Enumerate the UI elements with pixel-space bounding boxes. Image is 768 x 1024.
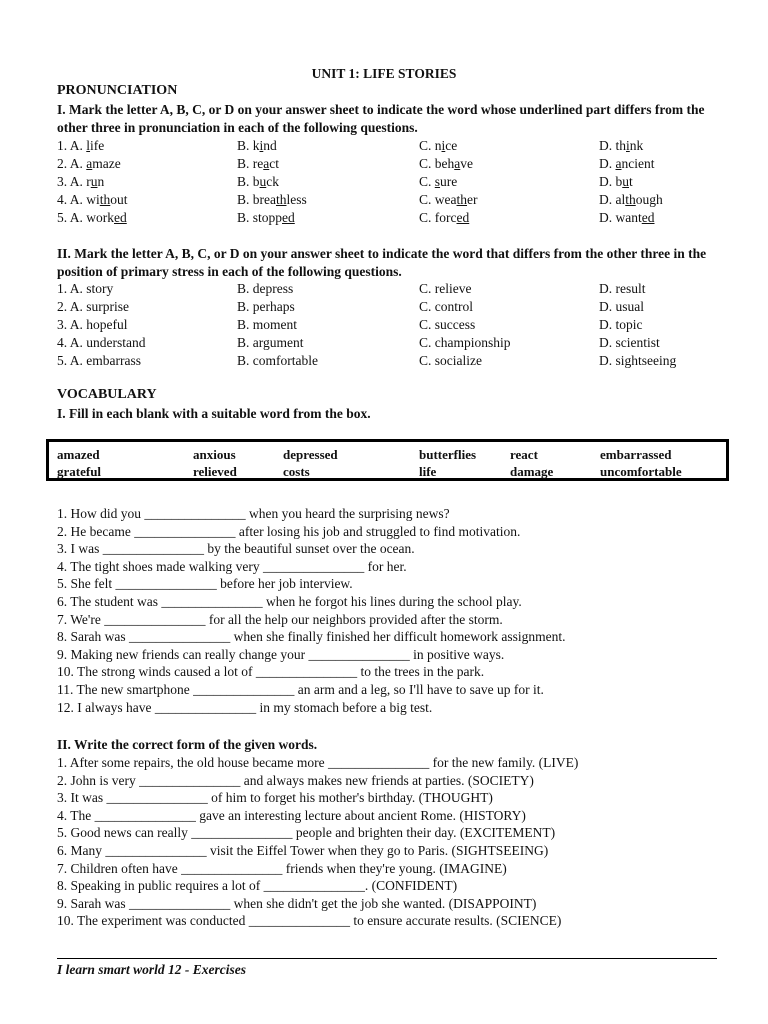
answer-option	[599, 173, 633, 191]
option-text: n	[97, 174, 105, 189]
answer-option: D. usual	[599, 299, 644, 314]
option-text: C.	[419, 174, 435, 189]
question-row	[57, 173, 737, 191]
underlined-part: u	[622, 174, 629, 189]
fill-blank-question: 12. I always have _______________ in my stomach before a big test.	[57, 699, 433, 715]
underlined-part: u	[259, 174, 267, 189]
option-text: er	[467, 192, 478, 207]
option-text: 5. A. work	[57, 210, 114, 225]
answer-option: C. championship	[419, 335, 511, 350]
answer-option	[419, 155, 473, 173]
answer-option	[57, 173, 104, 191]
underlined-part: th	[99, 192, 111, 207]
answer-option	[419, 137, 457, 155]
answer-option	[419, 209, 469, 227]
underlined-part: i	[259, 138, 264, 153]
option-text: D. th	[599, 138, 626, 153]
option-text: ough	[635, 192, 663, 207]
underlined-part: s	[434, 174, 441, 189]
answer-option	[237, 155, 279, 173]
box-word: amazed	[57, 447, 100, 462]
answer-option: B. comfortable	[237, 353, 318, 368]
answer-option	[237, 191, 307, 209]
word-form-question: 10. The experiment was conducted _______________ to ensure accurate results. (SCIENCE)	[57, 913, 562, 929]
answer-option	[599, 191, 663, 209]
option-text: B. b	[237, 174, 260, 189]
word-form-question: 1. After some repairs, the old house became more _______________ for the new family. (LIVE)	[57, 755, 579, 770]
box-word: grateful	[57, 464, 102, 479]
box-word: anxious	[193, 447, 236, 462]
answer-option	[237, 137, 277, 155]
fill-blank-question: 10. The strong winds caused a lot of _______________ to the trees in the park.	[57, 664, 485, 680]
underlined-part: u	[90, 174, 98, 189]
option-text: ife	[90, 138, 105, 153]
pronunciation-instruction-2: II. Mark the letter A, B, C, or D on your answer sheet to indicate the word that differs from the other three in the position of primary stress in each of the following questions.	[57, 246, 707, 279]
fill-blank-question: 4. The tight shoes made walking very _______________ for her.	[57, 558, 407, 574]
footer-divider	[57, 958, 717, 959]
option-text: less	[286, 192, 307, 207]
word-box-row	[57, 446, 727, 464]
answer-option	[57, 209, 127, 227]
option-text: D.	[599, 156, 616, 171]
word-form-question: 9. Sarah was _______________ when she didn't get the job she wanted. (DISAPPOINT)	[57, 895, 537, 911]
fill-blank-question: 2. He became _______________ after losing his job and struggled to find motivation.	[57, 523, 521, 539]
option-text: D. want	[599, 210, 642, 225]
question-row	[57, 209, 737, 227]
fill-blank-question: 1. How did you _______________ when you heard the surprising news?	[57, 506, 450, 521]
page-title: UNIT 1: LIFE STORIES	[311, 66, 457, 81]
option-text: C. wea	[419, 192, 457, 207]
option-text: C. forc	[419, 210, 457, 225]
question-row	[57, 155, 737, 173]
answer-option: C. control	[419, 299, 473, 314]
word-form-question: 5. Good news can really _______________ people and brighten their day. (EXCITEMENT)	[57, 825, 556, 841]
option-text: D. al	[599, 192, 626, 207]
underlined-part: th	[625, 192, 636, 207]
option-text: ure	[440, 174, 458, 189]
pronunciation-heading: PRONUNCIATION	[57, 83, 178, 98]
option-text: 4. A. wi	[57, 192, 100, 207]
option-text: nd	[263, 138, 277, 153]
word-form-question: 7. Children often have _______________ friends when they're young. (IMAGINE)	[57, 860, 507, 876]
underlined-part: a	[615, 156, 622, 171]
answer-option: D. result	[599, 281, 646, 296]
option-text: B. stopp	[237, 210, 283, 225]
option-text: 2. A.	[57, 156, 87, 171]
box-word: costs	[283, 464, 310, 479]
fill-blank-question: 7. We're _______________ for all the help our neighbors provided after the storm.	[57, 611, 503, 627]
option-text: t	[629, 174, 633, 189]
word-form-question: 8. Speaking in public requires a lot of _______________. (CONFIDENT)	[57, 878, 458, 894]
pronunciation-instruction-1: I. Mark the letter A, B, C, or D on your answer sheet to indicate the word whose underlined part differs from the other three in pronunciation in each of the following questions.	[57, 102, 705, 135]
option-text: D. b	[599, 174, 623, 189]
underlined-part: ed	[641, 210, 655, 225]
option-text: 3. A. r	[57, 174, 91, 189]
word-form-question: 2. John is very _______________ and always makes new friends at parties. (SOCIETY)	[57, 772, 534, 788]
vocabulary-instruction-2: II. Write the correct form of the given words.	[57, 737, 318, 752]
answer-option	[57, 137, 104, 155]
answer-option: 5. A. embarrass	[57, 353, 141, 368]
vocabulary-heading: VOCABULARY	[57, 387, 157, 402]
box-word: react	[510, 447, 538, 462]
option-text: ct	[269, 156, 279, 171]
option-text: ce	[445, 138, 458, 153]
underlined-part: a	[86, 156, 93, 171]
answer-option: D. scientist	[599, 335, 660, 350]
option-text: ncient	[621, 156, 655, 171]
answer-option	[599, 209, 655, 227]
box-word: butterflies	[419, 447, 477, 462]
box-word: damage	[510, 464, 554, 479]
box-word: embarrassed	[600, 447, 672, 462]
answer-option	[237, 173, 279, 191]
underlined-part: ed	[456, 210, 470, 225]
word-box-row	[57, 463, 727, 481]
word-form-question: 3. It was _______________ of him to forget his mother's birthday. (THOUGHT)	[57, 790, 493, 806]
vocabulary-instruction-1: I. Fill in each blank with a suitable word from the box.	[57, 406, 371, 421]
option-text: out	[110, 192, 128, 207]
answer-option	[419, 191, 478, 209]
underlined-part: a	[263, 156, 270, 171]
answer-option: 2. A. surprise	[57, 299, 129, 314]
question-row	[57, 316, 737, 334]
answer-option: 3. A. hopeful	[57, 317, 128, 332]
answer-option: B. moment	[237, 317, 297, 332]
box-word: depressed	[283, 447, 338, 462]
answer-option	[599, 155, 655, 173]
question-row	[57, 137, 737, 155]
word-form-question: 6. Many _______________ visit the Eiffel Tower when they go to Paris. (SIGHTSEEING)	[57, 843, 549, 858]
question-row	[57, 280, 737, 298]
answer-option: B. perhaps	[237, 299, 295, 314]
box-word: uncomfortable	[600, 464, 682, 479]
fill-blank-question: 6. The student was _______________ when he forgot his lines during the school play.	[57, 594, 522, 609]
answer-option: 4. A. understand	[57, 335, 146, 350]
answer-option	[419, 173, 457, 191]
underlined-part: ed	[282, 210, 295, 225]
answer-option: 1. A. story	[57, 281, 114, 296]
answer-option: C. socialize	[419, 353, 482, 368]
question-row	[57, 352, 737, 370]
answer-option: C. relieve	[419, 281, 472, 296]
answer-option: D. topic	[599, 317, 643, 332]
fill-blank-question: 11. The new smartphone _______________ an arm and a leg, so I'll have to save up for it.	[57, 682, 544, 697]
answer-option	[57, 191, 128, 209]
underlined-part: th	[275, 192, 287, 207]
option-text: C. beh	[419, 156, 455, 171]
answer-option	[57, 155, 121, 173]
question-row	[57, 334, 737, 352]
answer-option: B. argument	[237, 335, 304, 350]
question-row	[57, 191, 737, 209]
question-row	[57, 298, 737, 316]
option-text: C. n	[419, 138, 442, 153]
underlined-part: l	[86, 138, 91, 153]
footer-text: I learn smart world 12 - Exercises	[57, 962, 247, 977]
answer-option: C. success	[419, 317, 476, 332]
option-text: nk	[629, 138, 644, 153]
option-text: 1. A.	[57, 138, 87, 153]
box-word: relieved	[193, 464, 237, 479]
option-text: B. brea	[237, 192, 276, 207]
underlined-part: i	[441, 138, 446, 153]
option-text: ve	[460, 156, 473, 171]
option-text: B. k	[237, 138, 260, 153]
answer-option: B. depress	[237, 281, 294, 296]
fill-blank-question: 8. Sarah was _______________ when she finally finished her difficult homework assignment.	[57, 629, 566, 645]
answer-option	[237, 209, 295, 227]
answer-option: D. sightseeing	[599, 353, 677, 368]
fill-blank-question: 9. Making new friends can really change your _______________ in positive ways.	[57, 646, 505, 662]
fill-blank-question: 3. I was _______________ by the beautiful sunset over the ocean.	[57, 541, 415, 557]
word-form-question: 4. The _______________ gave an interesting lecture about ancient Rome. (HISTORY)	[57, 807, 526, 823]
word-box	[46, 439, 729, 481]
option-text: ck	[266, 174, 280, 189]
box-word: life	[419, 464, 437, 479]
underlined-part: ed	[114, 210, 127, 225]
option-text: B. re	[237, 156, 264, 171]
underlined-part: i	[626, 138, 630, 153]
underlined-part: th	[456, 192, 468, 207]
fill-blank-question: 5. She felt _______________ before her job interview.	[57, 576, 353, 592]
answer-option	[599, 137, 643, 155]
option-text: maze	[92, 156, 121, 171]
underlined-part: a	[454, 156, 461, 171]
